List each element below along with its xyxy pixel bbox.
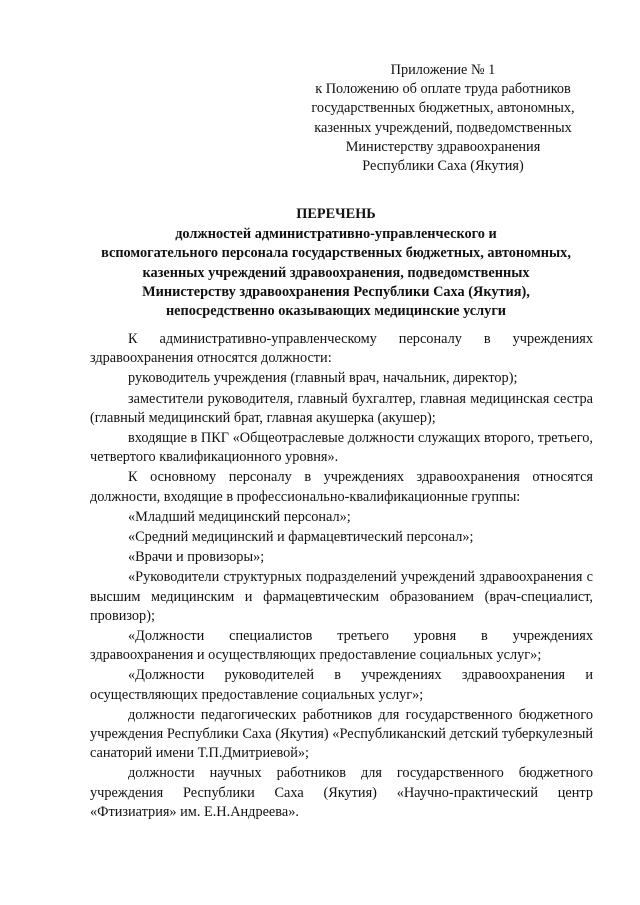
body-paragraph: «Младший медицинский персонал»; [128, 508, 351, 525]
appendix-line: казенных учреждений, подведомственных [314, 119, 572, 136]
heading-line: непосредственно оказывающих медицинские услуги [165, 303, 507, 320]
appendix-line: государственных бюджетных, автономных, [311, 100, 575, 117]
appendix-line: Приложение № 1 [390, 62, 496, 78]
body-paragraph: заместители руководителя, главный бухгалтер, главная медицинская сестра (главный медицинский брат, главная акушерка (акушер); [90, 390, 593, 426]
appendix-block [298, 61, 588, 176]
heading-line: вспомогательного персонала государственных бюджетных, автономных, [101, 245, 571, 262]
heading-title: ПЕРЕЧЕНЬ [296, 206, 376, 222]
body-paragraph: должности педагогических работников для государственного бюджетного учреждения Республики Саха (Якутия) «Республиканский детский туберкулезный санаторий имени Т.П.Дмитриевой»; [90, 706, 593, 762]
heading-line: Министерству здравоохранения Республики Саха (Якутия), [142, 283, 530, 300]
body-paragraph: входящие в ПКГ «Общеотраслевые должности служащих второго, третьего, четвертого квалификационного уровня». [90, 430, 593, 466]
heading-line: должностей административно-управленческого и [175, 226, 497, 243]
appendix-line: Министерству здравоохранения [345, 138, 541, 155]
appendix-line: к Положению об оплате труда работников [315, 81, 571, 98]
document-heading [80, 205, 592, 321]
body-paragraph: «Должности руководителей в учреждениях здравоохранения и осуществляющих предоставление социальных услуг»; [90, 667, 593, 703]
body-paragraph: «Руководители структурных подразделений учреждений здравоохранения с высшим медицинским и фармацевтическим образованием (врач-специалист, провизор); [90, 569, 593, 624]
body-paragraph: руководитель учреждения (главный врач, начальник, директор); [128, 370, 518, 387]
body-paragraph: должности научных работников для государственного бюджетного учреждения Республики Саха (Якутия) «Научно-практический центр «Фтизиатрия» им. Е.Н.Андреева». [90, 765, 593, 820]
appendix-line: Республики Саха (Якутия) [362, 158, 524, 175]
body-paragraph: «Средний медицинский и фармацевтический персонал»; [128, 529, 474, 546]
body-paragraph: К административно-управленческому персоналу в учреждениях здравоохранения относятся должности: [90, 331, 593, 367]
document-body [90, 330, 593, 823]
heading-line: казенных учреждений здравоохранения, подведомственных [142, 264, 530, 281]
body-paragraph: «Должности специалистов третьего уровня в учреждениях здравоохранения и осуществляющих предоставление социальных услуг»; [90, 628, 593, 664]
body-paragraph: «Врачи и провизоры»; [128, 549, 265, 566]
body-paragraph: К основному персоналу в учреждениях здравоохранения относятся должности, входящие в профессионально-квалификационные группы: [90, 469, 593, 505]
